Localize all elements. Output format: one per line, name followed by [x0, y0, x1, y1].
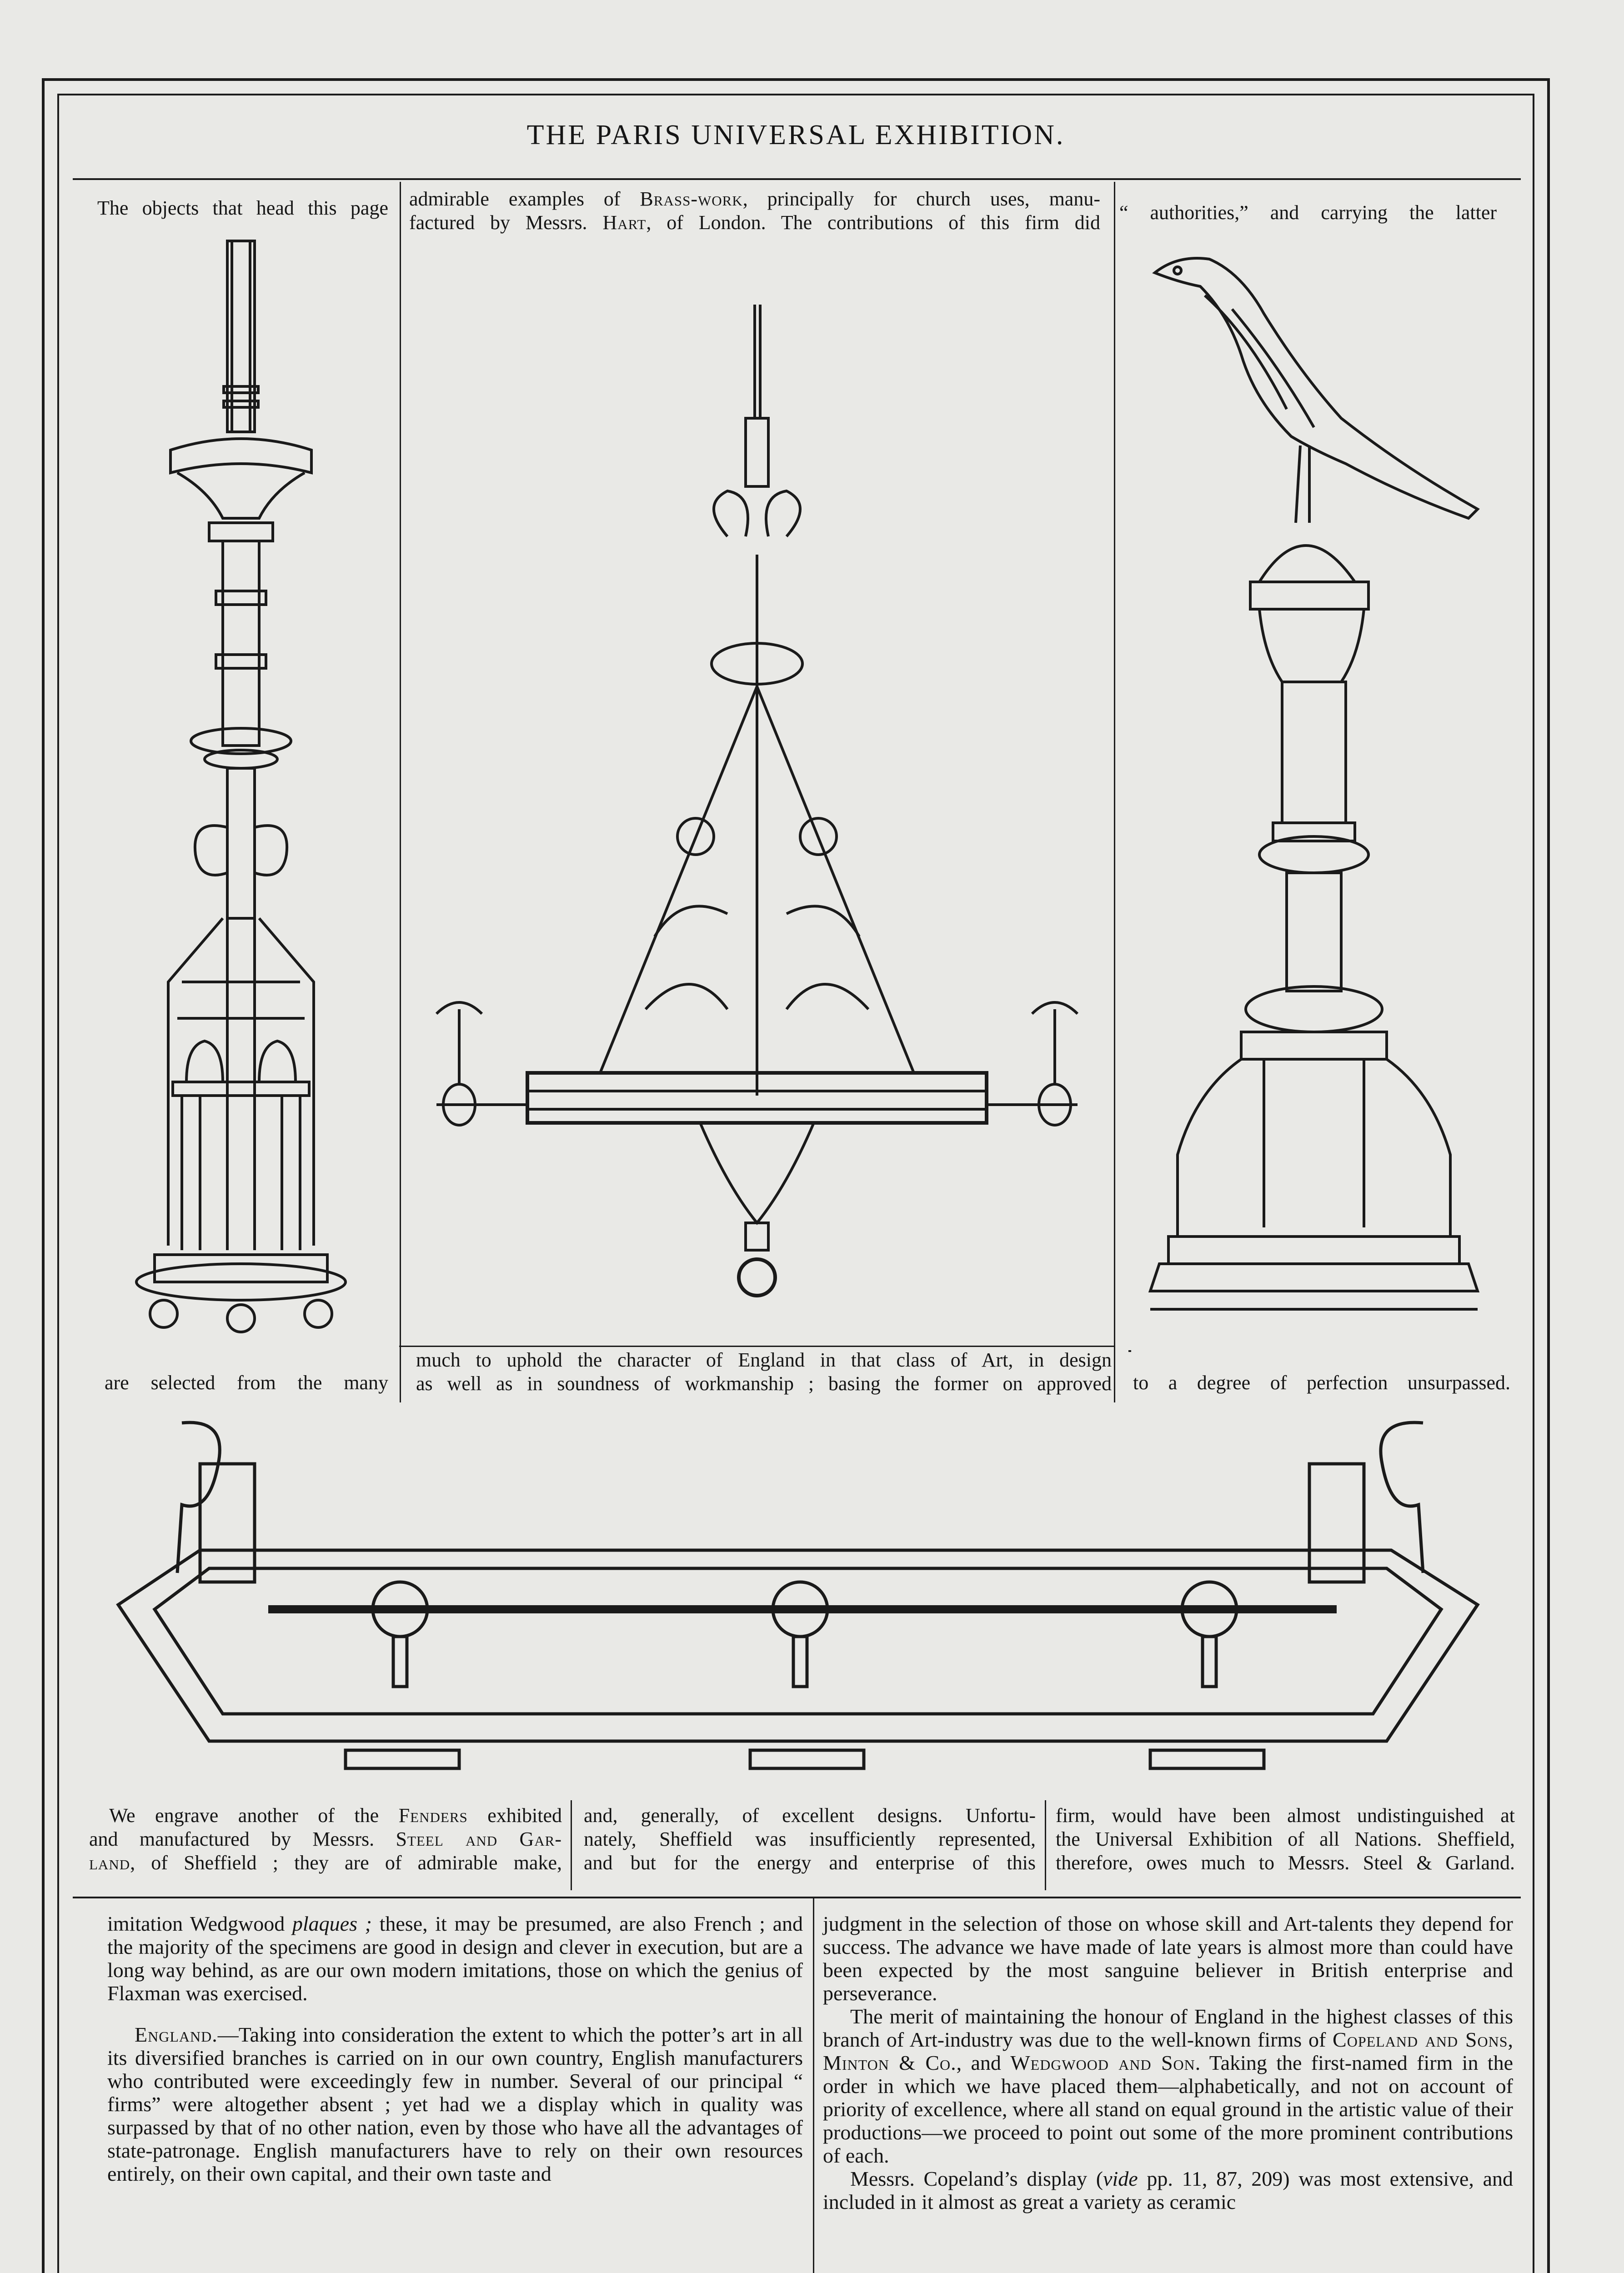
body-column-divider [813, 1898, 814, 2273]
eagle-lectern-engraving [1150, 245, 1523, 1337]
body-right-column: judgment in the selection of those on whose skill and Art-talents they depend for success. The advance we have made of late years is almost more than could have been expected by the most sanguine believer in British enterprise and perseverance. The merit of maintaining the honour of England in the highest classes of this branch of Art-industry was due to the well-known firms of Copeland and Sons, Minton & Co., and Wedgwood and Son. Taking the first-named firm in the order in which we have placed them—alphabetically, and not on account of priority of excellence, where all stand on equal ground in the artistic value of their productions—we proceed to point out some of the more prominent contributions of each. Messrs. Copeland’s display (vide pp. 11, 87, 209) was most extensive, and included in it almost as great a variety as ceramic [823, 1912, 1514, 2213]
column2-top-text: admirable examples of Brass-work, principally for church uses, manu- factured by Messrs. Hart, of London. The contributions of this firm did [409, 188, 1101, 234]
top-section-bottom-rule [399, 1346, 1114, 1347]
column1-top-text: The objects that head this page [97, 197, 388, 219]
column3-bottom-text: to a degree of perfection unsurpassed. [1133, 1372, 1510, 1394]
page-title: THE PARIS UNIVERSAL EXHIBITION. [526, 120, 1065, 150]
fender-caption-column-2: and, generally, of excellent designs. Unfortu- nately, Sheffield was insufficiently represented, and but for the energy and enterprise of this [584, 1804, 1036, 1874]
fender-caption-column-3: firm, would have been almost undistinguished at the Universal Exhibition of all Nations. Sheffield, therefore, owes much to Messrs. Steel & Garland. [1056, 1804, 1515, 1874]
column1-bottom-text: are selected from the many [105, 1372, 388, 1394]
column2-bottom-text: much to uphold the character of England in that class of Art, in design as well as in soundness of workmanship ; basing the former on approved [416, 1349, 1112, 1395]
chandelier-engraving [409, 300, 1100, 1314]
caption-divider-left [571, 1800, 572, 1890]
body-left-column: imitation Wedgwood plaques ; these, it may be presumed, are also French ; and the majority of the specimens are good in design and clever in execution, but are a long way behind, as are our own modern imitations, those on which the genius of Flaxman was exercised. England.—Taking into consideration the extent to which the potter’s art in all its diversified branches is carried on in our own country, English manufacturers who contributed were exceedingly few in number. Several of our principal “ firms” were altogether absent ; yet had we a display which in quality was surpassed by that of no other nation, even by those who have all the advantages of state-patronage. English manufacturers have to rely on their own resources entirely, on their own capital, and their own taste and [107, 1912, 803, 2185]
candlestick-engraving [127, 236, 382, 1355]
fender-caption-column-1: We engrave another of the Fenders exhibited and manufactured by Messrs. Steel and Gar- land, of Sheffield ; they are of admirable make, [89, 1804, 562, 1874]
top-column-divider-right [1114, 182, 1115, 1402]
engraving-box-rule [1128, 1350, 1131, 1352]
title-rule [73, 178, 1521, 180]
top-column-divider-left [400, 182, 401, 1402]
fender-engraving [118, 1414, 1478, 1773]
column3-top-text: “ authorities,” and carrying the latter [1119, 201, 1497, 224]
body-top-rule [73, 1897, 1521, 1898]
caption-divider-right [1045, 1800, 1046, 1890]
